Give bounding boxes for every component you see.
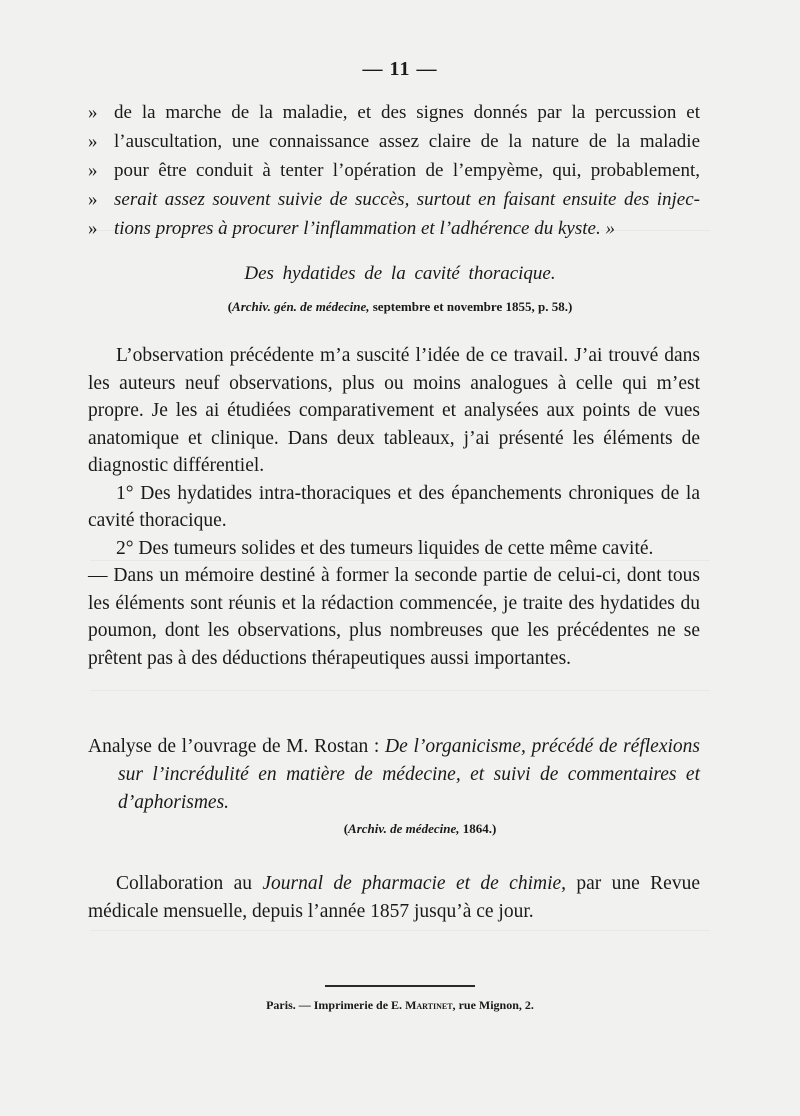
body-text [88, 342, 700, 672]
quote-text: l’auscultation, une connaissance assez claire de la nature de la maladie [114, 131, 700, 152]
citation [0, 821, 800, 837]
imprint-post: rue Mignon, 2. [455, 998, 534, 1012]
citation-open: ( [227, 299, 233, 314]
collaboration-entry [88, 870, 700, 926]
collaboration-lead: Collaboration au [116, 873, 263, 894]
quote-mark: » [88, 102, 98, 123]
citation [0, 299, 800, 315]
quote-line [88, 127, 700, 156]
printer-imprint [0, 998, 800, 1013]
page-number: — 11 — [362, 58, 438, 80]
quote-text: pour être conduit à tenter l’opération de l’empyème, qui, probablement, [114, 160, 700, 181]
paragraph: 1° Des hydatides intra-thoraciques et des épanchements chroniques de la cavité thoracique. [88, 482, 700, 531]
quote-text: de la marche de la maladie, et des signes donnés par la percussion et [114, 102, 700, 123]
section-title: Des hydatides de la cavité thoracique. [244, 263, 556, 284]
quote-mark: » [88, 160, 98, 181]
citation-details: septembre et novembre 1855, p. 58.) [369, 299, 573, 314]
citation-source: Archiv. gén. de médecine, [232, 299, 370, 314]
imprint-pre: Paris. — Imprimerie de E. [266, 998, 406, 1012]
analysis-entry [88, 733, 700, 817]
journal-title: Journal de pharmacie et de chimie, [262, 873, 567, 894]
paragraph: 2° Des tumeurs solides et des tumeurs liquides de cette même cavité. [116, 537, 654, 559]
divider-rule [325, 985, 475, 987]
citation-source: Archiv. de médecine, [348, 821, 460, 836]
paragraph: L’observation précédente m’a suscité l’idée de ce travail. J’ai trouvé dans les auteurs neuf observations, plus ou moins analogues à celle qui m’est propre. Je les ai étudiées comparativement et analysées aux points de vues anatomique et clinique. Dans deux tableaux, j’ai présenté les éléments de diagnostic différentiel. [88, 345, 700, 476]
quote-block [88, 98, 700, 243]
analysis-lead: Analyse de l’ouvrage de M. Rostan : [88, 736, 386, 757]
analysis-title: De l’organicisme, précédé de réflexions sur l’incrédulité en matière de médecine, et suivi de commentaires et d’aphorismes. [118, 736, 700, 813]
quote-text: serait assez souvent suivie de succès, surtout en faisant ensuite des injec- [114, 189, 700, 210]
quote-line [88, 185, 700, 214]
citation-open: ( [343, 821, 349, 836]
quote-mark: » [88, 218, 98, 239]
citation-details: 1864.) [459, 821, 497, 836]
quote-line [88, 156, 700, 185]
collaboration-rest: par une Revue médicale mensuelle, depuis l’année 1857 jusqu’à ce jour. [88, 873, 700, 922]
quote-line [88, 214, 700, 243]
quote-mark: » [88, 189, 98, 210]
imprint-printer: Martinet, [405, 998, 456, 1012]
quote-mark: » [88, 131, 98, 152]
paragraph: — Dans un mémoire destiné à former la seconde partie de celui-ci, dont tous les éléments sont réunis et la rédaction commencée, je traite des hydatides du poumon, dont les observations, plus nombreuses que les précédentes ne se prêtent pas à des déductions thérapeutiques aussi importantes. [88, 565, 700, 669]
quote-line [88, 98, 700, 127]
quote-text: tions propres à procurer l’inflammation et l’adhérence du kyste. » [114, 218, 615, 239]
